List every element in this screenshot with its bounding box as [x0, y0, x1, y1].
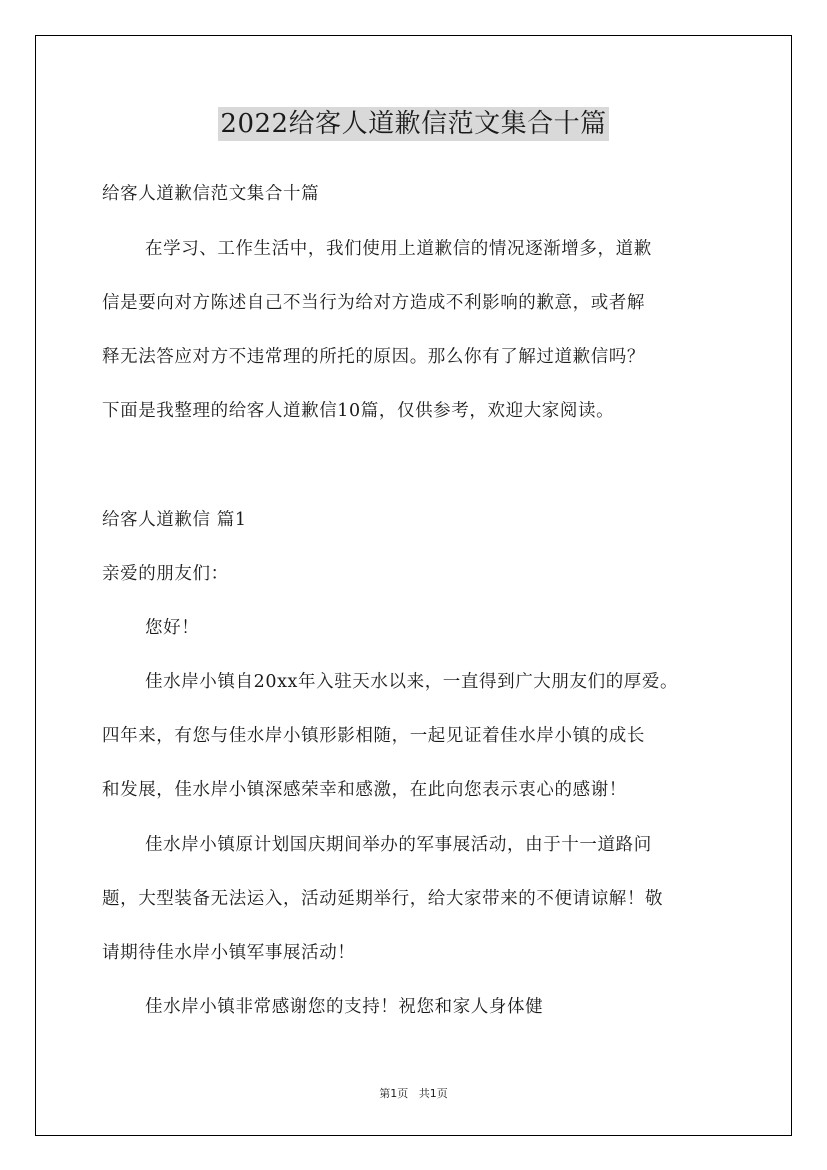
para1-line-2: 四年来，有您与佳水岸小镇形影相随，一起见证着佳水岸小镇的成长	[102, 726, 645, 746]
intro-line-3: 释无法答应对方不违常理的所托的原因。那么你有了解过道歉信吗？	[102, 347, 645, 367]
document-title: 2022给客人道歉信范文集合十篇	[220, 109, 607, 139]
salutation: 亲爱的朋友们：	[102, 564, 229, 584]
intro-line-4: 下面是我整理的给客人道歉信10篇，仅供参考，欢迎大家阅读。	[102, 401, 615, 421]
para2-line-2: 题，大型装备无法运入，活动延期举行，给大家带来的不便请谅解！敬	[102, 889, 664, 909]
page-number: 第1页	[379, 1087, 409, 1100]
para1-line-1: 佳水岸小镇自20xx年入驻天水以来，一直得到广大朋友们的厚爱。	[145, 672, 679, 692]
para3-line-1: 佳水岸小镇非常感谢您的支持！祝您和家人身体健	[145, 997, 544, 1017]
page-footer	[0, 1085, 827, 1101]
section-heading: 给客人道歉信 篇1	[102, 510, 247, 530]
page-total: 共1页	[418, 1087, 448, 1100]
greeting: 您好！	[145, 618, 200, 638]
para1-line-3: 和发展，佳水岸小镇深感荣幸和感激，在此向您表示衷心的感谢！	[102, 780, 627, 800]
intro-line-1: 在学习、工作生活中，我们使用上道歉信的情况逐渐增多，道歉	[145, 239, 652, 259]
document-subtitle: 给客人道歉信范文集合十篇	[102, 184, 320, 204]
intro-line-2: 信是要向对方陈述自己不当行为给对方造成不利影响的歉意，或者解	[102, 293, 645, 313]
para2-line-1: 佳水岸小镇原计划国庆期间举办的军事展活动，由于十一道路问	[145, 835, 652, 855]
para2-line-3: 请期待佳水岸小镇军事展活动！	[102, 943, 356, 963]
